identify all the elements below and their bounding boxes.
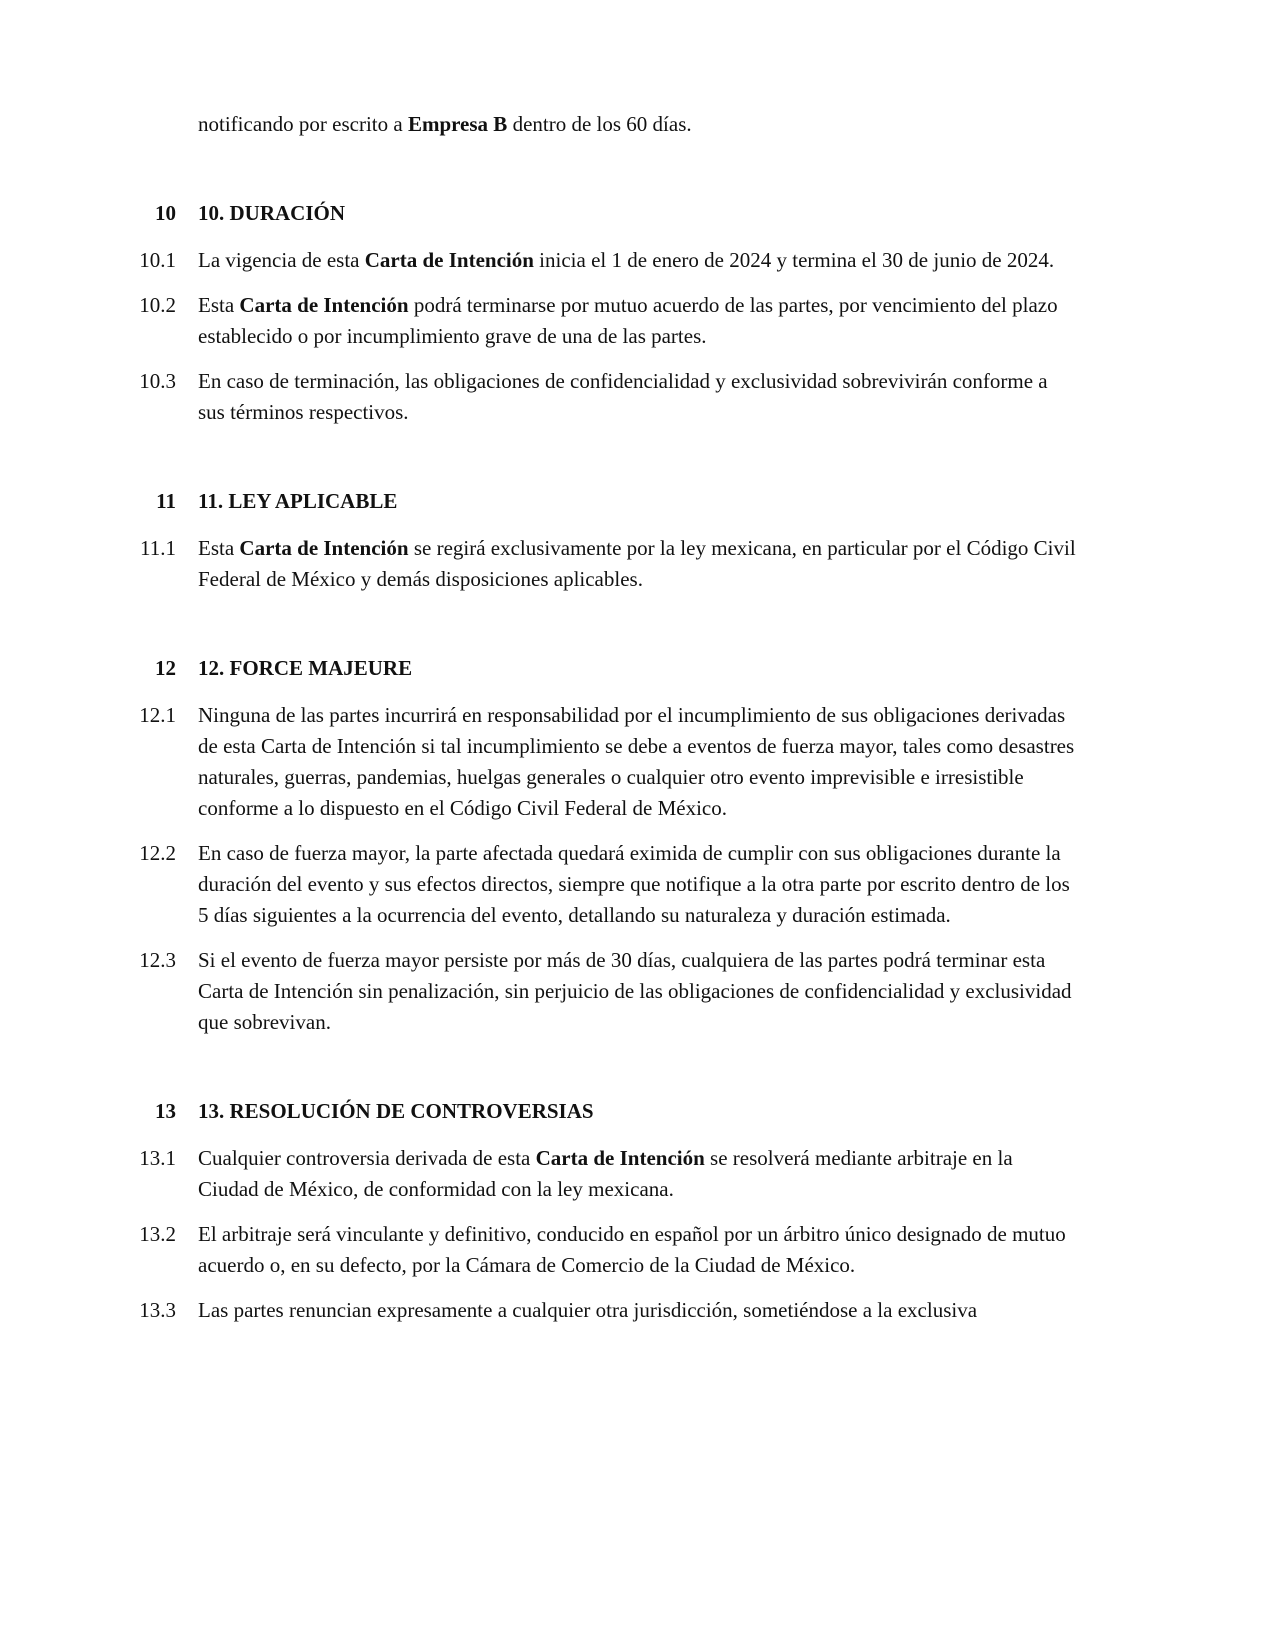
clause-number: 13.1 <box>139 1146 176 1170</box>
section-title: 13. RESOLUCIÓN DE CONTROVERSIAS <box>198 1099 594 1123</box>
text-segment: dentro de los 60 días. <box>507 112 692 136</box>
clause-text <box>198 109 1078 140</box>
section-title: 11. LEY APLICABLE <box>198 489 398 513</box>
clause-text <box>198 245 1078 276</box>
clause-number: 12.3 <box>139 948 176 972</box>
text-segment: En caso de terminación, las obligaciones de confidencialidad y exclusividad sobrevivirán conforme a sus términos respectivos. <box>198 369 1048 424</box>
text-segment: En caso de fuerza mayor, la parte afectada quedará eximida de cumplir con sus obligaciones durante la duración del evento y sus efectos directos, siempre que notifique a la otra parte por escrito dentro de los 5 días siguientes a la ocurrencia del evento, detallando su naturaleza y duración estimada. <box>198 841 1070 927</box>
text-segment: notificando por escrito a <box>198 112 408 136</box>
section-number: 12 <box>155 656 176 680</box>
clause-text <box>198 700 1078 824</box>
text-segment: Cualquier controversia derivada de esta <box>198 1146 536 1170</box>
clause-text <box>198 945 1078 1038</box>
clause-12-1 <box>0 700 1275 824</box>
section-title: 12. FORCE MAJEURE <box>198 656 413 680</box>
clause-11-1 <box>0 533 1275 595</box>
text-segment: Esta <box>198 293 240 317</box>
bold-text-segment: Carta de Intención <box>364 248 534 272</box>
clause-number: 10.1 <box>139 248 176 272</box>
clause-number: 10.2 <box>139 293 176 317</box>
text-segment: inicia el 1 de enero de 2024 y termina el 30 de junio de 2024. <box>533 248 1055 272</box>
text-segment: se resolverá mediante arbitraje en la Ciudad de México, de conformidad con la ley mexicana. <box>198 1146 1013 1201</box>
section-number: 11 <box>156 489 176 513</box>
clause-intro <box>0 109 1275 140</box>
section-number: 13 <box>155 1099 176 1123</box>
section-number: 10 <box>155 201 176 225</box>
text-segment: Esta <box>198 536 240 560</box>
bold-text-segment: Carta de Intención <box>239 536 409 560</box>
section-heading-11 <box>0 486 1275 517</box>
text-segment: podrá terminarse por mutuo acuerdo de las partes, por vencimiento del plazo establecido o por incumplimiento grave de una de las partes. <box>198 293 1058 348</box>
clause-12-3 <box>0 945 1275 1038</box>
clause-number: 12.1 <box>139 703 176 727</box>
clause-13-3 <box>0 1295 1275 1326</box>
clause-12-2 <box>0 838 1275 931</box>
clause-number: 11.1 <box>140 536 176 560</box>
clause-13-2 <box>0 1219 1275 1281</box>
clause-text <box>198 366 1078 428</box>
clause-10-2 <box>0 290 1275 352</box>
section-title: 10. DURACIÓN <box>198 201 345 225</box>
clause-number: 10.3 <box>139 369 176 393</box>
clause-text <box>198 838 1078 931</box>
clause-10-1 <box>0 245 1275 276</box>
bold-text-segment: Carta de Intención <box>239 293 409 317</box>
text-segment: Si el evento de fuerza mayor persiste por más de 30 días, cualquiera de las partes podrá terminar esta Carta de Intención sin penalización, sin perjuicio de las obligaciones de confidencialidad y exclusividad que sobrevivan. <box>198 948 1072 1034</box>
text-segment: El arbitraje será vinculante y definitivo, conducido en español por un árbitro único designado de mutuo acuerdo o, en su defecto, por la Cámara de Comercio de la Ciudad de México. <box>198 1222 1066 1277</box>
text-segment: Ninguna de las partes incurrirá en responsabilidad por el incumplimiento de sus obligaciones derivadas de esta Carta de Intención si tal incumplimiento se debe a eventos de fuerza mayor, tales como desastres naturales, guerras, pandemias, huelgas generales o cualquier otro evento imprevisible e irresistible conforme a lo dispuesto en el Código Civil Federal de México. <box>198 703 1075 820</box>
text-segment: se regirá exclusivamente por la ley mexicana, en particular por el Código Civil Federal de México y demás disposiciones aplicables. <box>198 536 1076 591</box>
section-heading-10 <box>0 198 1275 229</box>
text-segment: La vigencia de esta <box>198 248 365 272</box>
bold-text-segment: Carta de Intención <box>535 1146 705 1170</box>
text-segment: Las partes renuncian expresamente a cualquier otra jurisdicción, sometiéndose a la exclusiva <box>198 1298 978 1322</box>
clause-number: 13.2 <box>139 1222 176 1246</box>
clause-text <box>198 533 1078 595</box>
bold-text-segment: Empresa B <box>407 112 508 136</box>
clause-number: 13.3 <box>139 1298 176 1322</box>
clause-text <box>198 1143 1078 1205</box>
section-heading-13 <box>0 1096 1275 1127</box>
clause-text <box>198 290 1078 352</box>
clause-13-1 <box>0 1143 1275 1205</box>
clause-text <box>198 1219 1078 1281</box>
clause-10-3 <box>0 366 1275 428</box>
clause-number: 12.2 <box>139 841 176 865</box>
section-heading-12 <box>0 653 1275 684</box>
clause-text <box>198 1295 1078 1326</box>
